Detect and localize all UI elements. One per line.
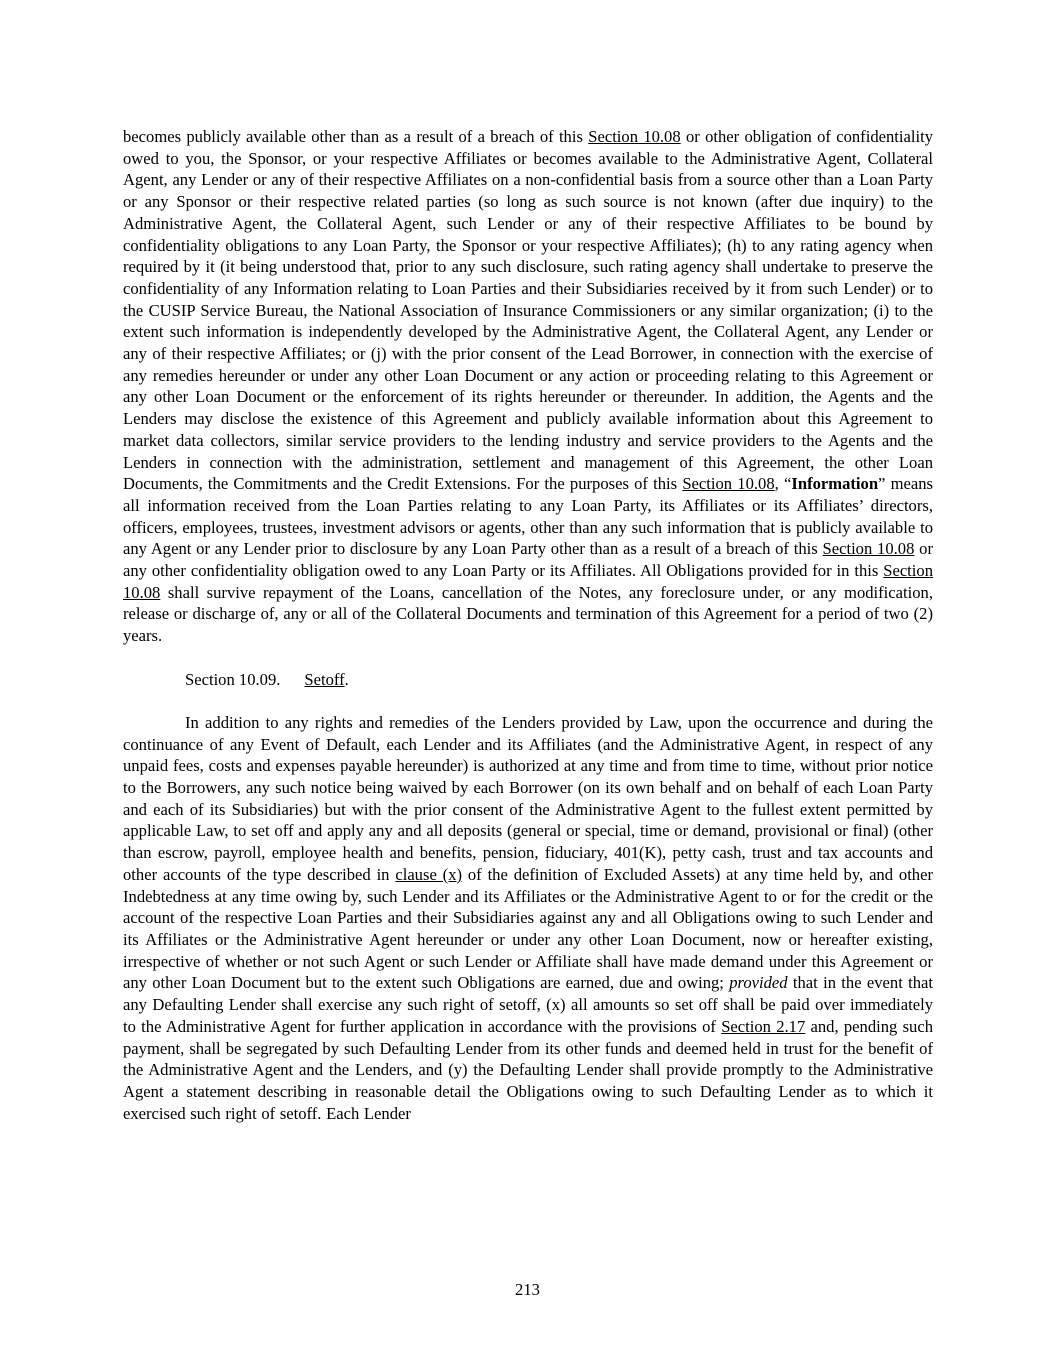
section-title: Setoff — [304, 669, 345, 689]
paragraph-confidentiality-continuation: becomes publicly available other than as a result of a breach of this Section 10.08 or other obligation of confidentiality owed to you, the Sponsor, or your respective Affiliates or becomes available to the Administrative Agent, Collateral Agent, any Lender or any of their respective Affiliates on a non-confidential basis from a source other than a Loan Party or any Sponsor or their respective related parties (so long as such source is not known (after due inquiry) to the Administrative Agent, the Collateral Agent, such Lender or any of their respective Affiliates to be bound by confidentiality obligations to any Loan Party, the Sponsor or your respective Affiliates); (h) to any rating agency when required by it (it being understood that, prior to any such disclosure, such rating agency shall undertake to preserve the confidentiality of any Information relating to Loan Parties and their Subsidiaries received by it from such Lender) or to the CUSIP Service Bureau, the National Association of Insurance Commissioners or any similar organization; (i) to the extent such information is independently developed by the Administrative Agent, the Collateral Agent, any Lender or any of their respective Affiliates; or (j) with the prior consent of the Lead Borrower, in connection with the exercise of any remedies hereunder or under any other Loan Document or any action or proceeding relating to this Agreement or any other Loan Document or the enforcement of its rights hereunder or thereunder. In addition, the Agents and the Lenders may disclose the existence of this Agreement and publicly available information about this Agreement to market data collectors, similar service providers to the lending industry and service providers to the Agents and the Lenders in connection with the administration, settlement and management of this Agreement, the other Loan Documents, the Commitments and the Credit Extensions. For the purposes of this Section 10.08, “Information” means all information received from the Loan Parties relating to any Loan Party, its Affiliates or its Affiliates’ directors, officers, employees, trustees, investment advisors or agents, other than any such information that is publicly available to any Agent or any Lender prior to disclosure by any Loan Party other than as a result of a breach of this Section 10.08 or any other confidentiality obligation owed to any Loan Party or its Affiliates. All Obligations provided for in this Section 10.08 shall survive repayment of the Loans, cancellation of the Notes, any foreclosure under, or any modification, release or discharge of, any or all of the Collateral Documents and termination of this Agreement for a period of two (2) years. — [123, 127, 934, 646]
section-number: Section 10.09. — [185, 669, 281, 689]
section-title-period: . — [344, 669, 349, 689]
page-content — [123, 126, 933, 1124]
page-number: 213 — [515, 1280, 540, 1299]
paragraph-setoff: In addition to any rights and remedies of the Lenders provided by Law, upon the occurrence and during the continuance of any Event of Default, each Lender and its Affiliates (and the Administrative Agent, in respect of any unpaid fees, costs and expenses payable hereunder) is authorized at any time and from time to time, without prior notice to the Borrowers, any such notice being waived by each Borrower (on its own behalf and on behalf of each Loan Party and each of its Subsidiaries) but with the prior consent of the Administrative Agent to the fullest extent permitted by applicable Law, to set off and apply any and all deposits (general or special, time or demand, provisional or final) (other than escrow, payroll, employee health and benefits, pension, fiduciary, 401(K), petty cash, trust and tax accounts and other accounts of the type described in clause (x) of the definition of Excluded Assets) at any time held by, and other Indebtedness at any time owing by, such Lender and its Affiliates or the Administrative Agent to or for the credit or the account of the respective Loan Parties and their Subsidiaries against any and all Obligations owing to such Lender and its Affiliates or the Administrative Agent hereunder or under any other Loan Document, now or hereafter existing, irrespective of whether or not such Agent or such Lender or Affiliate shall have made demand under this Agreement or any other Loan Document but to the extent such Obligations are earned, due and owing; provided that in the event that any Defaulting Lender shall exercise any such right of setoff, (x) all amounts so set off shall be paid over immediately to the Administrative Agent for further application in accordance with the provisions of Section 2.17 and, pending such payment, shall be segregated by such Defaulting Lender from its other funds and deemed held in trust for the benefit of the Administrative Agent and the Lenders, and (y) the Defaulting Lender shall provide promptly to the Administrative Agent a statement describing in reasonable detail the Obligations owing to such Defaulting Lender as to which it exercised such right of setoff. Each Lender — [123, 712, 934, 1123]
section-heading — [123, 669, 933, 691]
